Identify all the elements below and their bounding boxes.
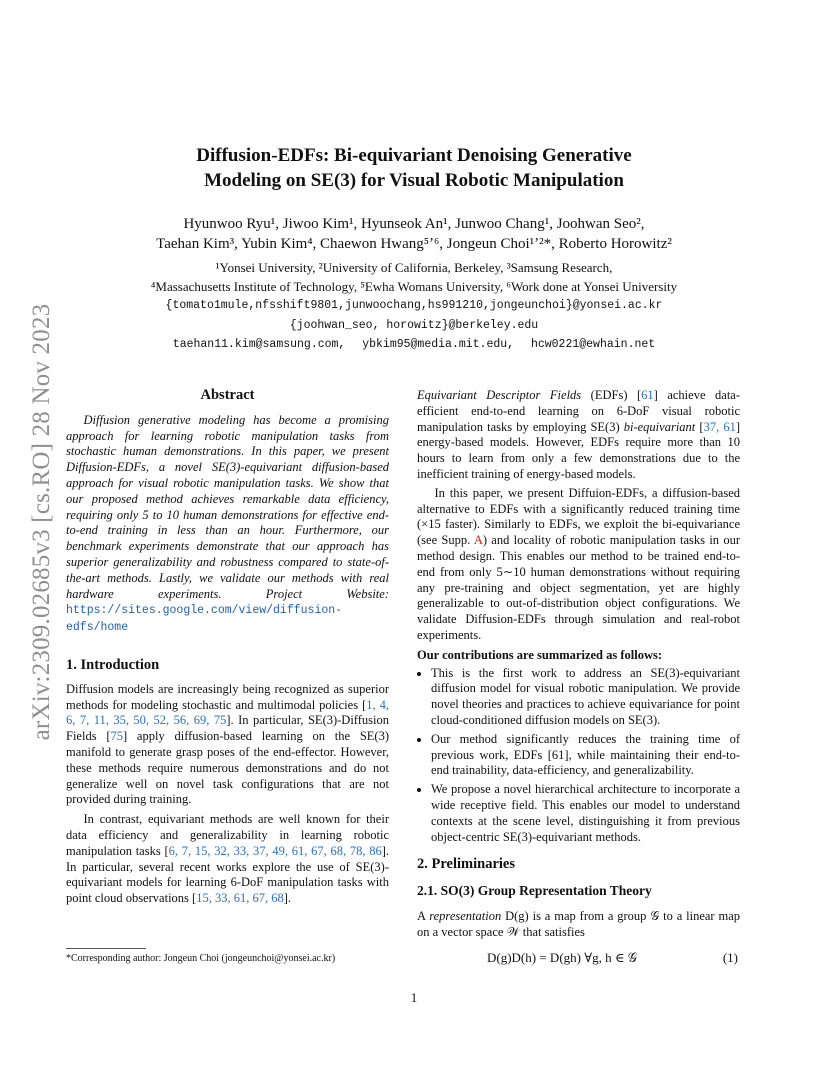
method-paragraph: In this paper, we present Diffuion-EDFs, a diffusion-based alternative to EDFs with a significantly reduced training time (×15 faster). Similarly to EDFs, we exploit the bi-equivariance (see Supp. A) and locality of robotic manipulation tasks in our method design. This enables our method to be trained end-to-end from only 5∼10 human demonstrations without requiring any pre-training and object segmentation, yet are highly generalizable to out-of-distribution object configurations. We validate Diffusion-EDFs through simulation and real-robot experiments. xyxy=(417,485,740,642)
list-item: • We propose a novel hierarchical architecture to incorporate a wide receptive field. This enables our model to understand contexts at the scene level, distinguishing it from previous object-centric SE(3)-equivariant methods. xyxy=(431,782,740,845)
citation-link[interactable]: 37, 61 xyxy=(703,419,736,434)
contributions-list xyxy=(417,666,740,846)
project-website-link[interactable]: https://sites.google.com/view/diffusion-edfs/home xyxy=(66,604,343,635)
representation-paragraph: A representation D(g) is a map from a group 𝒢 to a linear map on a vector space 𝒲 that satisfies xyxy=(417,908,740,939)
abstract-text: Diffusion generative modeling has become a promising approach for learning robotic manipulation tasks from stochastic human demonstrations. In this paper, we present Diffusion-EDFs, a novel SE(3)-equivariant diffusion-based approach for visual robotic manipulation tasks. We show that our proposed method achieves remarkable data efficiency, requiring only 5 to 10 human demonstrations for effective end-to-end training in less than an hour. Furthermore, our benchmark experiments demonstrate that our approach has superior generalizability and robustness compared to state-of-the-art methods. Lastly, we validate our methods with real hardware experiments. Project Website: xyxy=(66,412,389,601)
citation-link[interactable]: 15, 33, 61, 67, 68 xyxy=(196,891,284,906)
paper-title xyxy=(0,143,828,193)
arxiv-identifier: arXiv:2309.02685v3 [cs.RO] 28 Nov 2023 xyxy=(28,303,55,741)
so3-subheading: 2.1. SO(3) Group Representation Theory xyxy=(417,883,652,899)
authors-line-1: Hyunwoo Ryu¹, Jiwoo Kim¹, Hyunseok An¹, Junwoo Chang¹, Joohwan Seo², xyxy=(183,216,645,232)
citation-link[interactable]: 6, 7, 15, 32, 33, 37, 49, 61, 67, 68, 78, 86 xyxy=(168,843,382,858)
citation-link[interactable]: 1, 4, 6, 7, 11, 35, 50, 52, 56, 69, 75 xyxy=(66,697,390,728)
list-item: • This is the first work to address an SE(3)-equivariant diffusion model for visual robotic manipulation. We provide novel theories and practices to achieve equivariance for point cloud-conditioned diffusion models on SE(3). xyxy=(431,666,740,729)
footnote: *Corresponding author: Jongeun Choi (jongeunchoi@yonsei.ac.kr) xyxy=(66,953,336,964)
page-number: 1 xyxy=(410,990,418,1005)
list-item: • Our method significantly reduces the training time of previous work, EDFs [61], while maintaining their end-to-end trainability, data-efficiency, and generalizability. xyxy=(431,732,740,779)
intro-paragraph-2: In contrast, equivariant methods are well known for their data efficiency and generalizability in learning robotic manipulation tasks [6, 7, 15, 32, 33, 37, 49, 61, 67, 68, 78, 86]. In particular, several recent works explore the use of SE(3)-equivariant models for learning 6-DoF manipulation tasks with point cloud observations [15, 33, 61, 67, 68]. xyxy=(66,812,390,906)
abstract-body xyxy=(66,413,389,636)
edf-paragraph: Equivariant Descriptor Fields (EDFs) [61] achieve data-efficient end-to-end learning on 6-DoF visual robotic manipulation tasks by employing SE(3) bi-equivariant [37, 61] energy-based models. However, EDFs require more than 10 hours to learn from only a few demonstrations due to the inefficient training of energy-based models. xyxy=(417,388,740,481)
abstract-heading: Abstract xyxy=(200,387,255,403)
right-column xyxy=(417,388,740,941)
affiliations xyxy=(0,258,828,296)
equation-number: (1) xyxy=(722,950,738,965)
email-list xyxy=(0,296,828,355)
preliminaries-heading: 2. Preliminaries xyxy=(417,856,515,873)
email-line-3: taehan11.kim@samsung.com, ybkim95@media.mit.edu, hcw0221@ewhain.net xyxy=(172,338,656,351)
intro-paragraph-1: Diffusion models are increasingly being recognized as superior methods for modeling stochastic and multimodal policies [1, 4, 6, 7, 11, 35, 50, 52, 56, 69, 75]. In particular, SE(3)-Diffusion Fields [75] apply diffusion-based learning on the SE(3) manifold to generate grasp poses of the end-effector. However, these methods require numerous demonstrations and do not generalize well on novel task configurations that are not provided during training. xyxy=(66,681,390,807)
left-column xyxy=(66,388,389,907)
title-line-1: Diffusion-EDFs: Bi-equivariant Denoising Generative xyxy=(196,145,632,166)
footnote-divider xyxy=(66,948,146,949)
citation-link[interactable]: 61 xyxy=(641,388,654,402)
introduction-heading: 1. Introduction xyxy=(66,656,160,673)
email-line-2: {joohwan_seo, horowitz}@berkeley.edu xyxy=(289,318,539,332)
affiliations-line-2: ⁴Massachusetts Institute of Technology, ⁵Ewha Womans University, ⁶Work done at Yonsei University xyxy=(150,279,678,294)
equation-body: D(g)D(h) = D(gh) ∀g, h ∈ 𝒢 xyxy=(487,950,637,965)
affiliations-line-1: ¹Yonsei University, ²University of California, Berkeley, ³Samsung Research, xyxy=(215,260,613,275)
author-list xyxy=(0,214,828,254)
contributions-heading: Our contributions are summarized as follows: xyxy=(417,647,663,662)
authors-line-2: Taehan Kim³, Yubin Kim⁴, Chaewon Hwang⁵ʼ⁶, Jongeun Choi¹ʼ²*, Roberto Horowitz² xyxy=(156,236,672,252)
title-line-2: Modeling on SE(3) for Visual Robotic Manipulation xyxy=(204,170,624,191)
email-line-1: {tomato1mule,nfsshift9801,junwoochang,hs991210,jongeunchoi}@yonsei.ac.kr xyxy=(165,299,663,312)
supplement-link[interactable]: A xyxy=(473,533,483,548)
citation-link[interactable]: 75 xyxy=(110,729,123,744)
